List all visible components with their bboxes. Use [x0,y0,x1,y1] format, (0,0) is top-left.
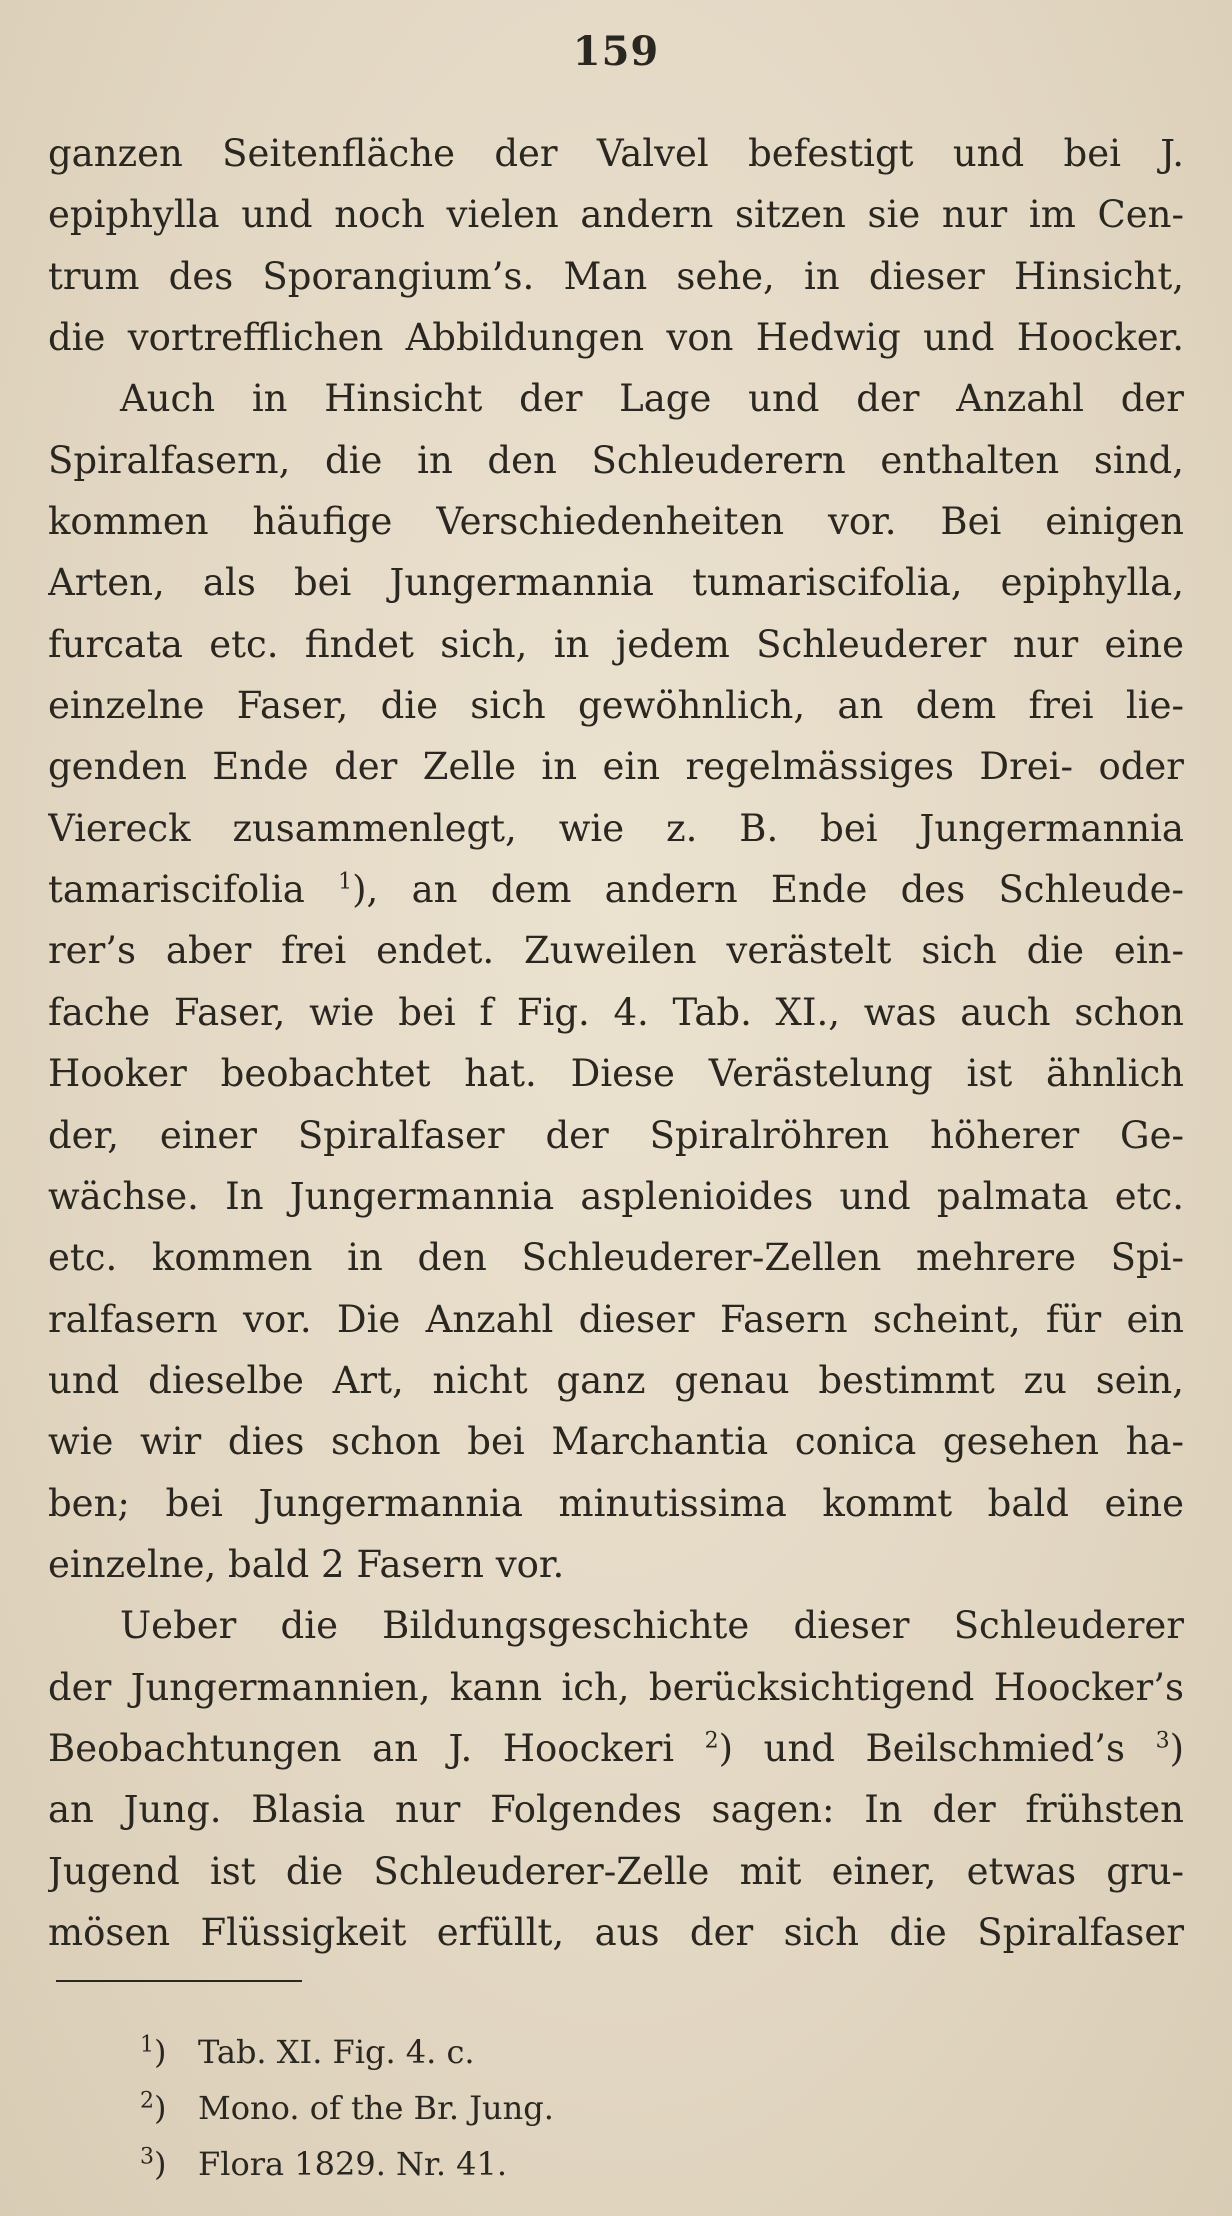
body-text [48,123,1184,1963]
footnote-mark [140,2024,198,2080]
footnote-paren: ) [154,2033,167,2071]
footnote-ref: 3 [1155,1728,1170,1754]
text-line: ben; bei Jungermannia minutissima kommt bald eine [48,1481,1184,1525]
text-line: Viereck zusammenlegt, wie z. B. bei Jungermannia [48,806,1184,850]
footnote-mark [140,2080,198,2136]
text-line: trum des Sporangium’s. Man sehe, in dieser Hinsicht, [48,254,1184,298]
text-line: der, einer Spiralfaser der Spiralröhren höherer Ge- [48,1113,1184,1157]
text-segment: Beobachtungen an J. Hoockeri [48,1726,705,1770]
text-line: wie wir dies schon bei Marchantia conica gesehen ha- [48,1420,1184,1464]
text-line: der Jungermannien, kann ich, berücksichtigend Hoocker’s [48,1665,1184,1709]
page-number: 159 [572,28,660,75]
footnote-text: Flora 1829. Nr. 41. [198,2145,508,2183]
footnote-text: Mono. of the Br. Jung. [198,2089,554,2127]
text-line: genden Ende der Zelle in ein regelmässiges Drei- oder [48,745,1184,789]
footnote-item [140,2136,1040,2192]
footnote-number: 2 [140,2088,154,2114]
footnote-paren: ) [154,2145,167,2183]
text-line: an Jung. Blasia nur Folgendes sagen: In der frühsten [48,1788,1184,1832]
text-line: Ueber die Bildungsgeschichte dieser Schleuderer [120,1604,1184,1648]
footnote-paren: ) [154,2089,167,2127]
footnote-mark [140,2136,198,2192]
text-line: ganzen Seitenfläche der Valvel befestigt und bei J. [48,132,1184,175]
text-segment: ), an dem andern Ende des Schleude- [352,868,1184,912]
text-segment: tamariscifolia [48,868,339,912]
footnote-item [140,2080,1040,2136]
text-line: Hooker beobachtet hat. Diese Verästelung ist ähnlich [48,1052,1184,1096]
text-line: Jugend ist die Schleuderer-Zelle mit einer, etwas gru- [48,1849,1184,1893]
text-line: wächse. In Jungermannia asplenioides und palmata etc. [48,1174,1184,1218]
text-line: kommen häufige Verschiedenheiten vor. Bei einigen [48,500,1184,544]
text-line: Arten, als bei Jungermannia tumariscifolia, epiphylla, [48,561,1184,605]
text-line: etc. kommen in den Schleuderer-Zellen mehrere Spi- [48,1236,1184,1280]
footnote-ref: 2 [704,1728,719,1754]
text-segment: ) [1169,1726,1184,1770]
text-line: furcata etc. findet sich, in jedem Schleuderer nur eine [48,622,1184,666]
footnote-ref: 1 [338,869,353,895]
footnote-text: Tab. XI. Fig. 4. c. [198,2033,475,2071]
text-line: mösen Flüssigkeit erfüllt, aus der sich die Spiralfaser [48,1910,1184,1954]
text-line: fache Faser, wie bei f Fig. 4. Tab. XI., was auch schon [48,990,1184,1034]
text-line: einzelne, bald 2 Fasern vor. [48,1542,565,1586]
text-line: und dieselbe Art, nicht ganz genau bestimmt zu sein, [48,1358,1184,1402]
text-segment: ) und Beilschmied’s [718,1726,1156,1770]
text-line: epiphylla und noch vielen andern sitzen sie nur im Cen- [48,193,1184,237]
text-line: Spiralfasern, die in den Schleuderern enthalten sind, [48,438,1184,482]
text-line: einzelne Faser, die sich gewöhnlich, an dem frei lie- [48,684,1184,728]
footnote-number: 1 [140,2032,154,2058]
footnotes [140,2024,1040,2192]
text-line: Auch in Hinsicht der Lage und der Anzahl der [120,377,1184,421]
text-line: rer’s aber frei endet. Zuweilen verästelt sich die ein- [48,929,1184,973]
footnote-number: 3 [140,2144,154,2170]
footnote-separator [56,1980,302,1982]
text-line-with-footnote-refs [48,1718,1184,1779]
text-line-with-footnote-ref [48,859,1184,920]
text-line: die vortrefflichen Abbildungen von Hedwig und Hoocker. [48,316,1184,360]
text-line: ralfasern vor. Die Anzahl dieser Fasern scheint, für ein [48,1297,1184,1341]
footnote-item [140,2024,1040,2080]
